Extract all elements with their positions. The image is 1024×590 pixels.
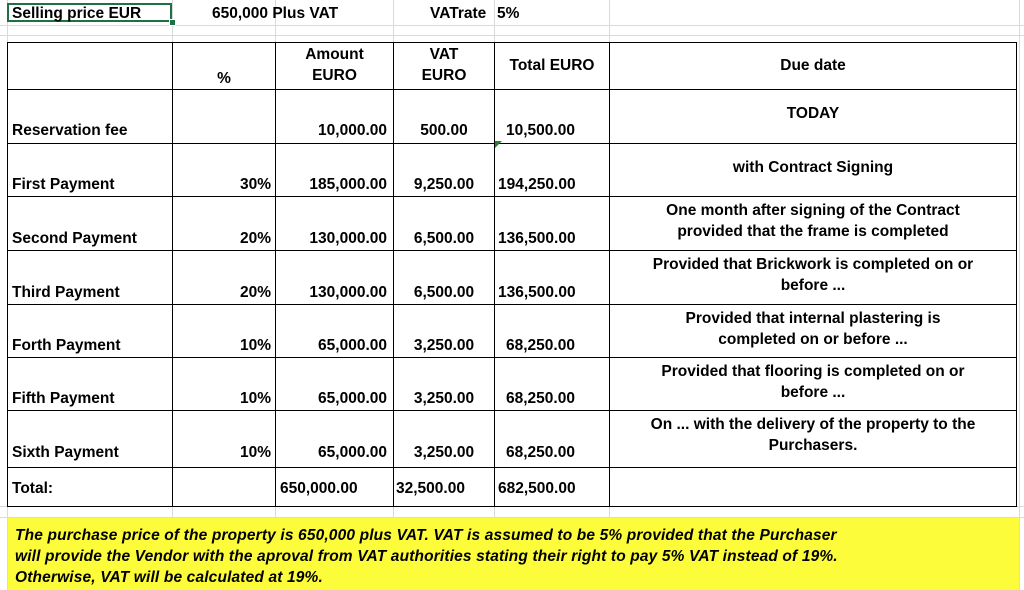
row-label[interactable]: Forth Payment — [12, 337, 121, 354]
row-amount[interactable]: 130,000.00 — [309, 284, 387, 301]
note-line: The purchase price of the property is 650,000 plus VAT. VAT is assumed to be 5% provided that the Purchaser — [15, 527, 837, 544]
row-due-line2[interactable]: completed on or before ... — [718, 331, 908, 348]
row-vat[interactable]: 3,250.00 — [413, 390, 475, 407]
table-border — [7, 357, 1017, 358]
total-amount[interactable]: 650,000.00 — [280, 480, 358, 497]
table-border — [7, 467, 1017, 468]
row-total[interactable]: 194,250.00 — [498, 176, 576, 193]
row-due-line1[interactable]: Provided that Brickwork is completed on or — [652, 256, 974, 273]
header-amount-line2[interactable]: EURO — [312, 67, 357, 84]
row-amount[interactable]: 65,000.00 — [318, 444, 387, 461]
table-border — [393, 42, 394, 506]
row-label[interactable]: Sixth Payment — [12, 444, 119, 461]
vat-note[interactable] — [8, 518, 1019, 590]
row-percent[interactable]: 10% — [239, 444, 271, 461]
row-label[interactable]: Third Payment — [12, 284, 120, 301]
row-label[interactable]: Second Payment — [12, 230, 137, 247]
row-due-line1[interactable]: TODAY — [786, 105, 840, 122]
row-due-line1[interactable]: with Contract Signing — [732, 159, 894, 176]
row-percent[interactable]: 20% — [239, 230, 271, 247]
vat-rate-label[interactable]: VATrate — [430, 5, 487, 22]
table-border — [7, 42, 1017, 43]
row-vat[interactable]: 3,250.00 — [413, 337, 475, 354]
cell-comment-marker[interactable] — [495, 141, 502, 148]
note-line: Otherwise, VAT will be calculated at 19%. — [15, 569, 323, 586]
row-percent[interactable]: 30% — [239, 176, 271, 193]
row-percent[interactable]: 10% — [239, 390, 271, 407]
table-border — [7, 89, 1017, 90]
vat-rate-value[interactable]: 5% — [497, 5, 520, 22]
row-total[interactable]: 136,500.00 — [498, 284, 576, 301]
row-total[interactable]: 136,500.00 — [498, 230, 576, 247]
row-label[interactable]: First Payment — [12, 176, 115, 193]
total-label[interactable]: Total: — [12, 480, 54, 497]
header-total[interactable]: Total EURO — [509, 57, 595, 74]
row-due-line2[interactable]: before ... — [780, 384, 846, 401]
header-due-date[interactable]: Due date — [780, 57, 846, 74]
row-percent[interactable]: 20% — [239, 284, 271, 301]
table-border — [494, 42, 495, 506]
row-vat[interactable]: 500.00 — [420, 122, 468, 139]
note-line: will provide the Vendor with the aproval from VAT authorities stating their right to pay 5% VAT instead of 19%. — [15, 548, 838, 565]
table-border — [7, 304, 1017, 305]
row-total[interactable]: 68,250.00 — [506, 390, 575, 407]
row-percent[interactable]: 10% — [239, 337, 271, 354]
row-vat[interactable]: 3,250.00 — [413, 444, 475, 461]
row-due-line2[interactable]: provided that the frame is completed — [677, 223, 949, 240]
table-border — [172, 42, 173, 506]
total-total[interactable]: 682,500.00 — [498, 480, 576, 497]
row-amount[interactable]: 65,000.00 — [318, 390, 387, 407]
table-border — [7, 143, 1017, 144]
row-total[interactable]: 10,500.00 — [506, 122, 575, 139]
header-vat-line1[interactable]: VAT — [429, 46, 459, 63]
selling-price-value[interactable]: 650,000 Plus VAT — [212, 5, 339, 22]
row-vat[interactable]: 6,500.00 — [413, 230, 475, 247]
table-border — [1016, 42, 1017, 506]
row-due-line2[interactable]: before ... — [780, 277, 846, 294]
header-vat-line2[interactable]: EURO — [421, 67, 467, 84]
table-border — [7, 42, 8, 506]
row-amount[interactable]: 10,000.00 — [318, 122, 387, 139]
row-due-line1[interactable]: Provided that internal plastering is — [685, 310, 941, 327]
row-label[interactable]: Fifth Payment — [12, 390, 115, 407]
row-due-line2[interactable]: Purchasers. — [768, 437, 858, 454]
selling-price-label[interactable]: Selling price EUR — [12, 5, 142, 22]
row-total[interactable]: 68,250.00 — [506, 444, 575, 461]
row-vat[interactable]: 6,500.00 — [413, 284, 475, 301]
row-due-line1[interactable]: On ... with the delivery of the property to the — [650, 416, 976, 433]
row-amount[interactable]: 130,000.00 — [309, 230, 387, 247]
header-amount-line1[interactable]: Amount — [305, 46, 364, 63]
row-vat[interactable]: 9,250.00 — [413, 176, 475, 193]
table-border — [7, 196, 1017, 197]
table-border — [7, 410, 1017, 411]
fill-handle[interactable] — [169, 19, 176, 26]
table-border — [7, 250, 1017, 251]
row-due-line1[interactable]: One month after signing of the Contract — [666, 202, 960, 219]
gridline — [1019, 0, 1020, 590]
gridline — [0, 25, 1024, 26]
gridline — [0, 35, 1024, 36]
header-percent[interactable]: % — [217, 70, 231, 87]
row-amount[interactable]: 65,000.00 — [318, 337, 387, 354]
table-border — [275, 42, 276, 506]
row-amount[interactable]: 185,000.00 — [309, 176, 387, 193]
table-border — [7, 506, 1017, 507]
total-vat[interactable]: 32,500.00 — [396, 480, 465, 497]
row-label[interactable]: Reservation fee — [12, 122, 128, 139]
row-total[interactable]: 68,250.00 — [506, 337, 575, 354]
row-due-line1[interactable]: Provided that flooring is completed on or — [661, 363, 965, 380]
